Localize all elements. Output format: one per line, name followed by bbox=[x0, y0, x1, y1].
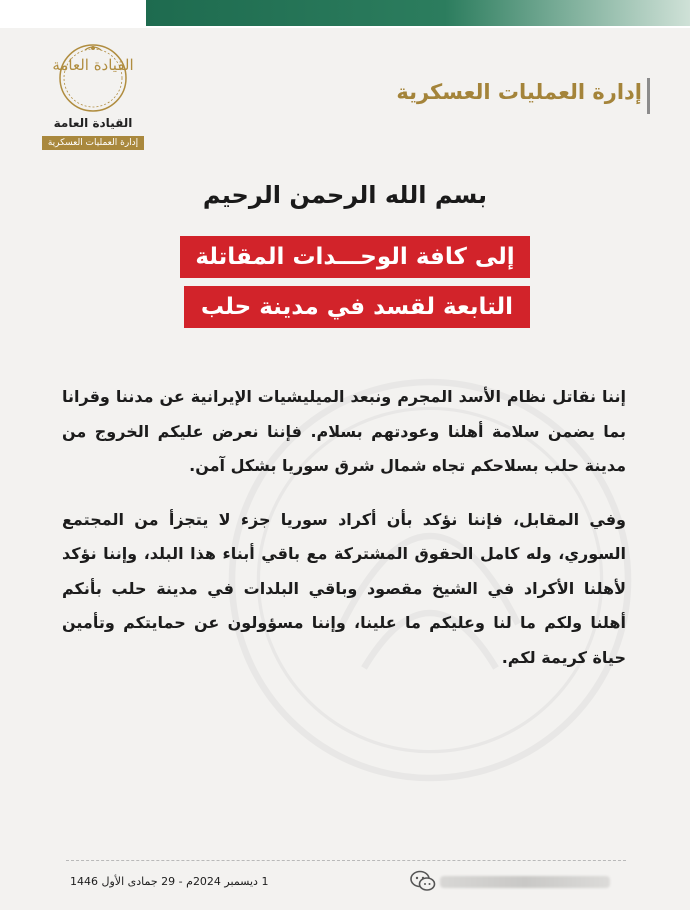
letter-paragraph-2: وفي المقابل، فإننا نؤكد بأن أكراد سوريا جزء لا يتجزأ من المجتمع السوري، وله كامل الحقوق المشتركة مع باقي أبناء هذا البلد، وإننا نؤكد لأهلنا الأكراد في الشيخ مقصود وباقي البلدات في مدينة حلب بأنكم أهلنا ولكم ما لنا وعليكم ما علينا، وإننا مسؤولون عن حمايتكم وتأمين حياة كريمة لكم. bbox=[62, 509, 626, 667]
basmala: بسم الله الرحمن الرحيم bbox=[202, 181, 488, 209]
blurred-account-handle bbox=[440, 876, 610, 888]
footer-date: 1 ديسمبر 2024م - 29 جمادى الأول 1446 bbox=[70, 875, 269, 888]
top-green-band bbox=[146, 0, 690, 26]
logo-block bbox=[38, 42, 148, 150]
department-title: إدارة العمليات العسكرية bbox=[396, 80, 642, 104]
title-accent-bar bbox=[647, 78, 650, 114]
letter-body bbox=[62, 380, 626, 675]
logo-subtitle: إدارة العمليات العسكرية bbox=[42, 136, 144, 150]
footer-divider bbox=[66, 860, 626, 861]
seal-lettering: القيادة العامة bbox=[52, 56, 134, 74]
recipient-banner-line-2: التابعة لقسد في مدينة حلب bbox=[184, 286, 530, 328]
recipient-banner-line-1: إلى كافة الوحـــدات المقاتلة bbox=[180, 236, 530, 278]
wechat-icon bbox=[410, 870, 436, 892]
top-band bbox=[0, 0, 690, 28]
organization-seal-icon bbox=[57, 42, 129, 114]
logo-title: القيادة العامة bbox=[53, 116, 133, 130]
letter-paragraph-1: إننا نقاتل نظام الأسد المجرم ونبعد الميليشيات الإيرانية عن مدننا وقرانا بما يضمن سلامة أهلنا وعودتهم بسلام. فإننا نعرض عليكم الخروج من مدينة حلب بسلاحكم تجاه شمال شرق سوريا بشكل آمن. bbox=[62, 387, 626, 475]
